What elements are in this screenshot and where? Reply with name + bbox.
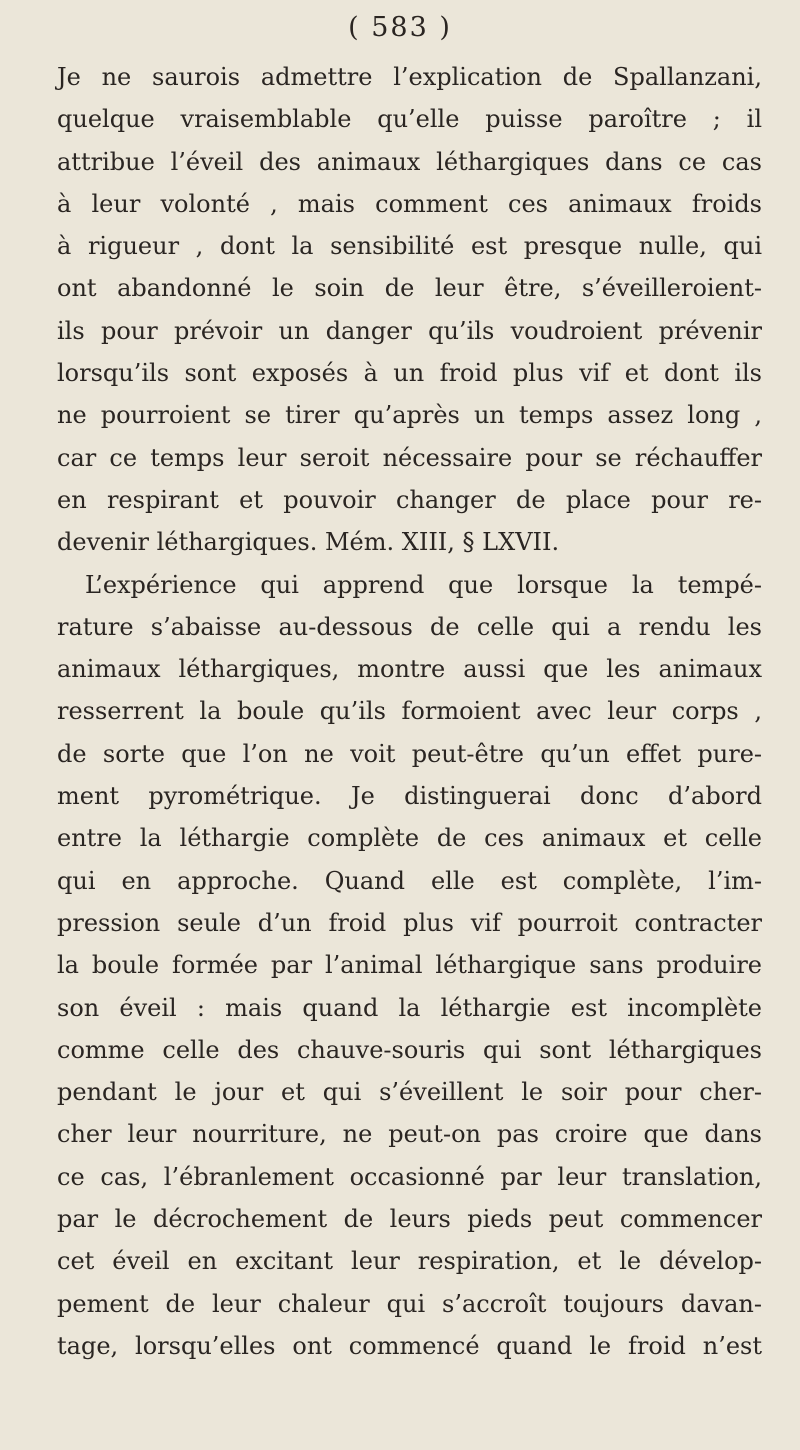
text-line: la boule formée par l’animal léthargique sans produire: [57, 951, 762, 980]
text-line: pendant le jour et qui s’éveillent le soir pour cher-: [57, 1078, 762, 1107]
text-line: à leur volonté , mais comment ces animaux froids: [57, 189, 762, 218]
text-line: cet éveil en excitant leur respiration, et le dévelop-: [57, 1247, 762, 1276]
text-line: pement de leur chaleur qui s’accroît toujours davan-: [57, 1289, 762, 1318]
text-line: ment pyrométrique. Je distinguerai donc d’abord: [57, 782, 762, 811]
text-line: ce cas, l’ébranlement occasionné par leur translation,: [57, 1162, 762, 1191]
text-line: L’expérience qui apprend que lorsque la tempé-: [85, 570, 762, 599]
text-line: animaux léthargiques, montre aussi que les animaux: [57, 655, 762, 684]
text-line: quelque vraisemblable qu’elle puisse paroître ; il: [57, 105, 762, 134]
text-line: lorsqu’ils sont exposés à un froid plus vif et dont ils: [57, 359, 762, 388]
text-line: son éveil : mais quand la léthargie est incomplète: [57, 993, 762, 1022]
text-line: ils pour prévoir un danger qu’ils voudroient prévenir: [57, 316, 762, 345]
body-text: [57, 56, 762, 1367]
text-line: ne pourroient se tirer qu’après un temps assez long ,: [57, 401, 762, 430]
text-line: en respirant et pouvoir changer de place pour re-: [57, 485, 762, 514]
text-line: qui en approche. Quand elle est complète, l’im-: [57, 866, 762, 895]
text-line: car ce temps leur seroit nécessaire pour se réchauffer: [57, 443, 762, 472]
text-line: par le décrochement de leurs pieds peut commencer: [57, 1205, 762, 1234]
text-line: cher leur nourriture, ne peut-on pas croire que dans: [57, 1120, 762, 1149]
text-line: Je ne saurois admettre l’explication de Spallanzani,: [57, 63, 762, 91]
text-line: comme celle des chauve-souris qui sont léthargiques: [57, 1035, 762, 1064]
text-line: ont abandonné le soin de leur être, s’éveilleroient-: [57, 274, 762, 303]
text-line: attribue l’éveil des animaux léthargiques dans ce cas: [57, 147, 762, 176]
text-line: entre la léthargie complète de ces animaux et celle: [57, 824, 762, 853]
text-line: de sorte que l’on ne voit peut-être qu’un effet pure-: [57, 739, 762, 768]
text-line: resserrent la boule qu’ils formoient avec leur corps ,: [57, 697, 762, 726]
text-line: à rigueur , dont la sensibilité est presque nulle, qui: [57, 232, 762, 261]
page-number: ( 583 ): [348, 12, 452, 43]
text-line: rature s’abaisse au-dessous de celle qui a rendu les: [57, 612, 762, 641]
text-line: devenir léthargiques. Mém. XIII, § LXVII.: [57, 528, 560, 557]
text-line: tage, lorsqu’elles ont commencé quand le froid n’est: [57, 1331, 762, 1360]
text-line: pression seule d’un froid plus vif pourroit contracter: [57, 908, 762, 937]
